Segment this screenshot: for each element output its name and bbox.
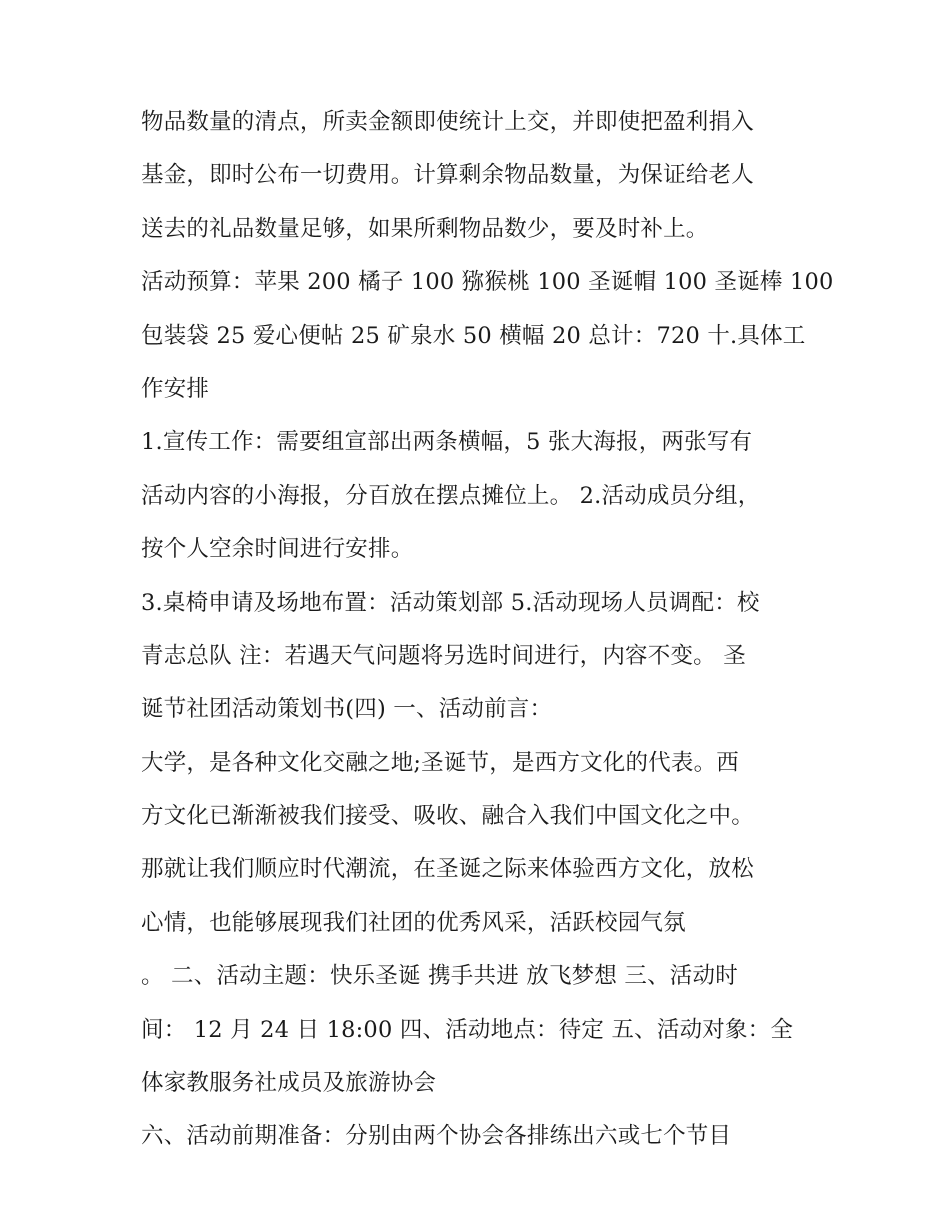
text-line-2: 基金，即时公布一切费用。计算剩余物品数量，为保证给老人: [141, 162, 754, 189]
text-line-14: 方文化已渐渐被我们接受、吸收、融合入我们中国文化之中。: [141, 803, 754, 830]
text-line-5: 包装袋 25 爱心便帖 25 矿泉水 50 横幅 20 总计：720 十.具体工: [141, 322, 806, 349]
text-line-20: 六、活动前期准备：分别由两个协会各排练出六或七个节目: [141, 1123, 732, 1150]
text-line-17: 。 二、活动主题：快乐圣诞 携手共进 放飞梦想 三、活动时: [141, 963, 738, 990]
text-line-15: 那就让我们顺应时代潮流，在圣诞之际来体验西方文化，放松: [141, 856, 754, 883]
text-line-10: 3.桌椅申请及场地布置：活动策划部 5.活动现场人员调配：校: [141, 589, 760, 616]
text-line-3: 送去的礼品数量足够，如果所剩物品数少，要及时补上。: [141, 215, 709, 242]
text-line-4: 活动预算：苹果 200 橘子 100 猕猴桃 100 圣诞帽 100 圣诞棒 100: [141, 269, 834, 296]
text-line-8: 活动内容的小海报，分百放在摆点摊位上。 2.活动成员分组，: [141, 482, 761, 509]
text-line-6: 作安排: [141, 375, 210, 402]
text-line-9: 按个人空余时间进行安排。: [141, 536, 414, 563]
document-body: [141, 109, 834, 1178]
text-line-7: 1.宣传工作：需要组宣部出两条横幅，5 张大海报，两张写有: [141, 429, 753, 456]
text-line-19: 体家教服务社成员及旅游协会: [141, 1070, 437, 1097]
text-line-16: 心情，也能够展现我们社团的优秀风采，活跃校园气氛: [141, 909, 686, 936]
text-line-18: 间： 12 月 24 日 18:00 四、活动地点：待定 五、活动对象：全: [141, 1016, 794, 1043]
text-line-13: 大学，是各种文化交融之地;圣诞节，是西方文化的代表。西: [141, 749, 739, 776]
text-line-1: 物品数量的清点，所卖金额即使统计上交，并即使把盈利捐入: [141, 109, 754, 135]
text-line-12: 诞节社团活动策划书(四) 一、活动前言：: [141, 696, 553, 723]
text-line-11: 青志总队 注：若遇天气问题将另选时间进行，内容不变。 圣: [141, 642, 746, 669]
